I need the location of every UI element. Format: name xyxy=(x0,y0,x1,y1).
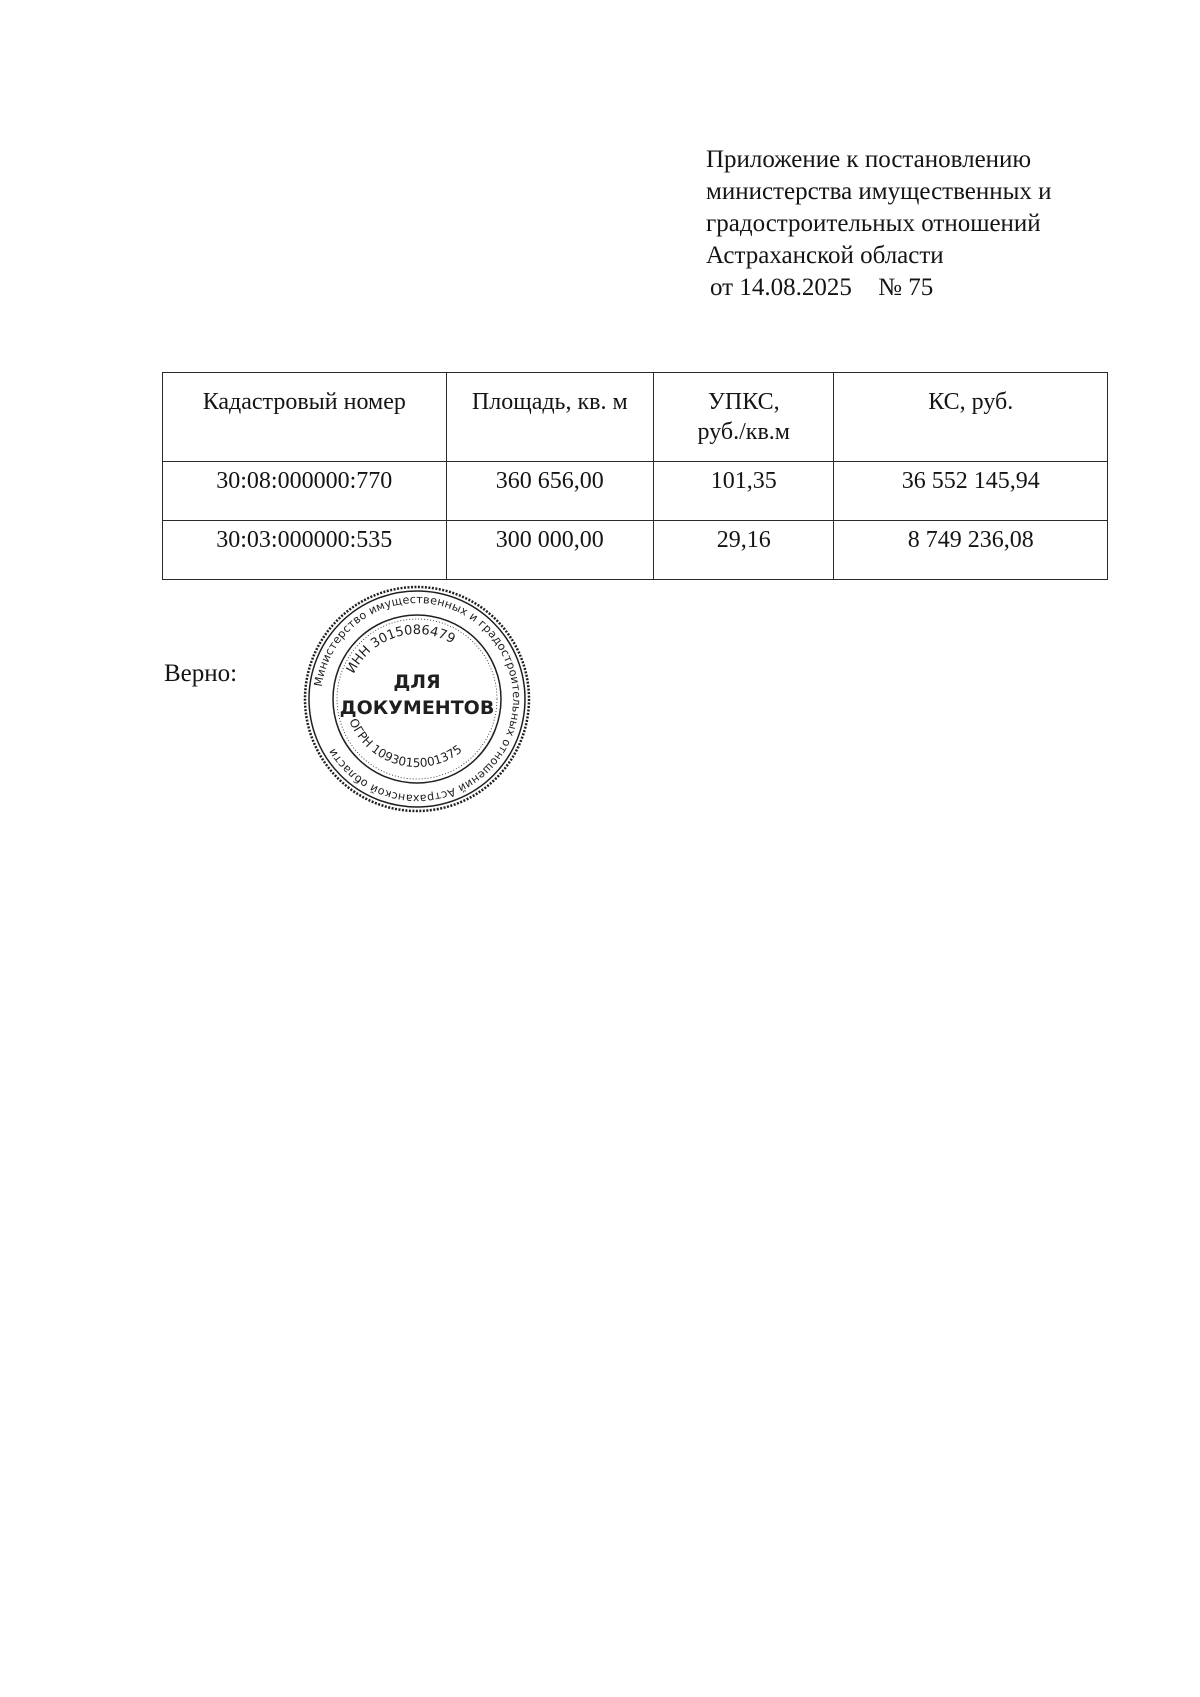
table-header-row xyxy=(163,373,1108,462)
cell-cadastral-number: 30:08:000000:770 xyxy=(163,462,447,521)
verno-label: Верно: xyxy=(164,660,238,687)
stamp-inn: ИНН 3015086479 xyxy=(343,622,458,677)
stamp-outer-text: Министерство имущественных и градостроительных отношений Астраханской области xyxy=(311,592,524,806)
cell-upks: 29,16 xyxy=(654,521,834,580)
header-upks-line-2: руб./кв.м xyxy=(697,419,790,445)
official-stamp xyxy=(302,584,532,814)
appendix-header xyxy=(706,144,1052,304)
header-ks: КС, руб. xyxy=(834,373,1108,462)
header-area: Площадь, кв. м xyxy=(446,373,654,462)
appendix-line-1: Приложение к постановлению xyxy=(706,146,1032,173)
header-upks-line-1: УПКС, xyxy=(707,389,780,415)
cadastral-value-table xyxy=(162,372,1108,580)
header-cadastral-number: Кадастровый номер xyxy=(163,373,447,462)
appendix-line-3: градостроительных отношений xyxy=(706,210,1041,237)
cell-upks: 101,35 xyxy=(654,462,834,521)
stamp-graphic xyxy=(302,584,532,814)
stamp-center-line-2: ДОКУМЕНТОВ xyxy=(339,697,495,719)
appendix-date-line xyxy=(706,272,1052,304)
appendix-line-4: Астраханской области xyxy=(706,242,944,269)
stamp-center-line-1: ДЛЯ xyxy=(393,671,441,693)
header-upks xyxy=(654,373,834,462)
cell-ks: 36 552 145,94 xyxy=(834,462,1108,521)
table-row xyxy=(163,462,1108,521)
document-number: № 75 xyxy=(878,274,934,301)
cell-area: 300 000,00 xyxy=(446,521,654,580)
stamp-ogrn: ОГРН 1093015001375 xyxy=(346,716,465,771)
table-row xyxy=(163,521,1108,580)
document-date: 14.08.2025 xyxy=(739,274,852,301)
cell-cadastral-number: 30:03:000000:535 xyxy=(163,521,447,580)
cell-area: 360 656,00 xyxy=(446,462,654,521)
cell-ks: 8 749 236,08 xyxy=(834,521,1108,580)
date-prefix: от xyxy=(710,274,734,301)
appendix-line-2: министерства имущественных и xyxy=(706,178,1052,205)
